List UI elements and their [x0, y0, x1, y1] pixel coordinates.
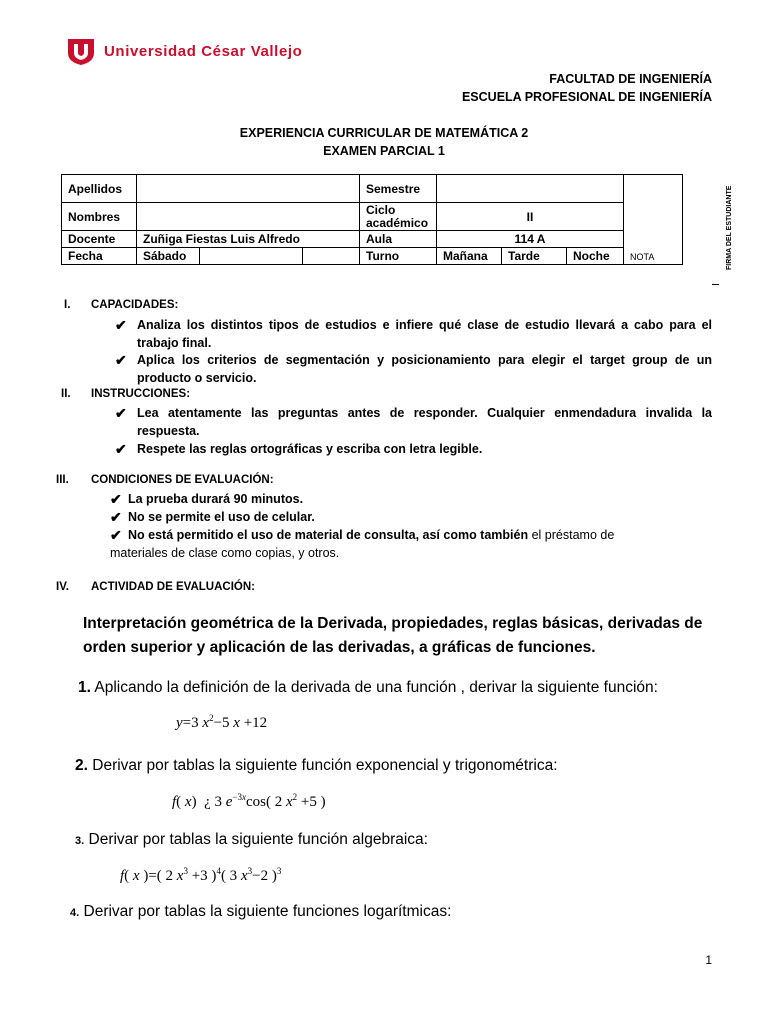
section-4-number: IV. — [56, 581, 70, 593]
section-4-title: ACTIVIDAD DE EVALUACIÓN: — [91, 581, 255, 593]
nombres-field[interactable] — [137, 203, 360, 231]
checkmark-icon: ✔ — [110, 509, 122, 525]
section-1-number: I. — [64, 299, 71, 311]
question-4 — [70, 903, 451, 921]
topic-heading: Interpretación geométrica de la Derivada, propiedades, reglas básicas, derivadas de orden superior y aplicación de las derivadas, a gráficas de funciones. — [83, 615, 703, 656]
signature-line — [712, 284, 719, 285]
faculty-name: FACULTAD DE INGENIERÍA — [549, 72, 712, 86]
question-1 — [78, 679, 658, 697]
question-2-text: Derivar por tablas la siguiente función exponencial y trigonométrica: — [92, 757, 558, 774]
checkmark-icon: ✔ — [115, 352, 127, 368]
signature-area — [726, 180, 740, 270]
question-3 — [75, 831, 428, 849]
school-name: ESCUELA PROFESIONAL DE INGENIERÍA — [461, 90, 712, 104]
question-2-formula: f( x) ¿ 3 $e^{-3x}\cos$( 2 $x^2 +5$ ) — [172, 792, 326, 810]
condition-item-3: ✔ No está permitido el uso de material de consulta, así como también el préstamo de — [110, 527, 615, 543]
course-title-block — [0, 124, 768, 160]
question-4-number: 4. — [70, 907, 80, 919]
checkmark-icon: ✔ — [110, 491, 122, 507]
student-info-table — [61, 174, 683, 265]
signature-label: FIRMA DEL ESTUDIANTE — [726, 185, 733, 270]
question-1-text: Aplicando la definición de la derivada de una función , derivar la siguiente función: — [94, 679, 658, 696]
ciclo-label: Ciclo académico — [360, 203, 437, 231]
section-2-number: II. — [61, 388, 71, 400]
docente-value: Zuñiga Fiestas Luis Alfredo — [137, 231, 360, 248]
semestre-field[interactable] — [437, 175, 624, 203]
section-1-title: CAPACIDADES: — [91, 299, 179, 311]
question-3-number: 3. — [75, 835, 85, 847]
apellidos-label: Apellidos — [62, 175, 137, 203]
turno-label: Turno — [360, 248, 437, 265]
question-3-formula: f( x )=( 2 $x^3 +3$ )$^4$( 3 $x^3-2$ )$^3$ — [120, 866, 282, 884]
course-title: EXPERIENCIA CURRICULAR DE MATEMÁTICA 2 — [239, 126, 529, 140]
question-1-number: 1. — [78, 679, 91, 696]
condition-item-1: ✔ La prueba durará 90 minutos. — [110, 491, 304, 507]
apellidos-field[interactable] — [137, 175, 360, 203]
university-logo — [66, 36, 302, 66]
instruction-item-1: ✔ Lea atentamente las preguntas antes de responder. Cualquier enmendadura invalida la respuesta. — [115, 405, 712, 438]
question-1-formula: y=3 $x^2-5$ x +12 — [176, 713, 268, 731]
exam-title: EXAMEN PARCIAL 1 — [323, 144, 445, 158]
section-3-title: CONDICIONES DE EVALUACIÓN: — [91, 474, 274, 486]
turno-manana[interactable]: Mañana — [437, 248, 502, 265]
question-4-text: Derivar por tablas la siguiente funciones logarítmicas: — [83, 903, 452, 920]
instruction-item-2: ✔ Respete las reglas ortográficas y escriba con letra legible. — [115, 441, 483, 457]
ucv-shield-icon — [66, 36, 96, 66]
checkmark-icon: ✔ — [115, 317, 127, 333]
turno-noche[interactable]: Noche — [567, 248, 624, 265]
ciclo-value: II — [437, 203, 624, 231]
fecha-value: Sábado — [137, 248, 200, 265]
question-3-text: Derivar por tablas la siguiente función algebraica: — [88, 831, 428, 848]
section-2-title: INSTRUCCIONES: — [91, 388, 191, 400]
condition-item-2: ✔ No se permite el uso de celular. — [110, 509, 315, 525]
nombres-label: Nombres — [62, 203, 137, 231]
docente-label: Docente — [62, 231, 137, 248]
fecha-label: Fecha — [62, 248, 137, 265]
nota-box[interactable]: NOTA — [624, 175, 683, 265]
aula-label: Aula — [360, 231, 437, 248]
capacity-item-1: ✔ Analiza los distintos tipos de estudios e infiere qué clase de estudio llevará a cabo para el trabajo final. — [115, 317, 712, 350]
fecha-blank-2[interactable] — [303, 248, 360, 265]
university-name: Universidad César Vallejo — [104, 42, 303, 60]
turno-tarde[interactable]: Tarde — [502, 248, 567, 265]
capacity-item-2: ✔ Aplica los criterios de segmentación y posicionamiento para elegir el target group de un producto o servicio. — [115, 352, 712, 385]
condition-item-3-continued: materiales de clase como copias, y otros. — [110, 546, 340, 560]
section-3-number: III. — [56, 474, 69, 486]
semestre-label: Semestre — [360, 175, 437, 203]
checkmark-icon: ✔ — [115, 405, 127, 421]
question-2-number: 2. — [75, 757, 88, 774]
checkmark-icon: ✔ — [110, 527, 122, 543]
page-number: 1 — [705, 953, 712, 967]
fecha-blank-1[interactable] — [200, 248, 303, 265]
question-2 — [75, 757, 558, 775]
aula-value: 114 A — [437, 231, 624, 248]
faculty-header — [462, 70, 712, 106]
checkmark-icon: ✔ — [115, 441, 127, 457]
